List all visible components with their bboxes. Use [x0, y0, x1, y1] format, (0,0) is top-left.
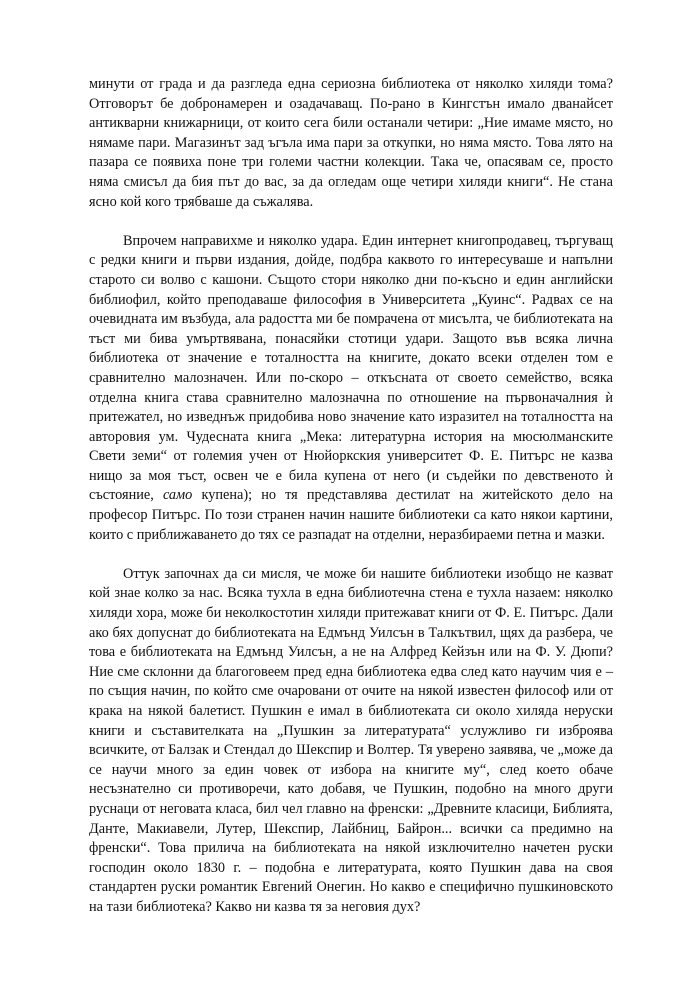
paragraph-1: минути от града и да разгледа една сериозна библиотека от няколко хиляди тома? Отговорът бе добронамерен и озадачаващ. По-рано в Кингстън имало дванайсет антикварни книжарници, от които сега били останали четири: „Ние имаме място, но нямаме пари. Магазинът зад ъгъла има пари за откупки, но няма място. Това лято на пазара се появиха поне три големи частни колекции. Така че, опасявам се, просто няма смисъл да бия път до вас, за да огледам още четири хиляди книги“. Не стана ясно кой кого трябваше да съжалява.: [89, 76, 613, 210]
paragraph-3: Оттук започнах да си мисля, че може би нашите библиотеки изобщо не казват кой знае колко за нас. Всяка тухла в една библиотечна стена е тухла назаем: няколко хиляди хора, може би неколкостотин хиляди притежават книги от Ф. Е. Питърс. Дали ако бях допуснат до библиотеката на Едмънд Уилсън в Талкътвил, щях да разбера, че това е библиотеката на Едмънд Уилсън, а не на Алфред Кейзън или на Ф. У. Дюпи? Ние сме склонни да благоговеем пред една библиотека едва след като научим чия е – по същия начин, по който сме очаровани от очите на някой известен философ или от крака на някой балетист. Пушкин е имал в библиотеката си около хиляда неруски книги и съставителката на „Пушкин за литературата“ услужливо ги изброява всичките, от Балзак и Стендал до Шекспир и Волтер. Тя уверено заявява, че „може да се научи много за един човек от избора на книгите му“, след което обаче несъзнателно си противоречи, като добавя, че Пушкин, подобно на много други руснаци от неговата класа, бил чел главно на френски: „Древните класици, Библията, Данте, Макиавели, Лутер, Шекспир, Лайбниц, Байрон... всички са предимно на френски“. Това прилича на библиотеката на някой изключително начетен руски господин около 1830 г. – подобна е литературата, която Пушкин дава на своя стандартен руски романтик Евгений Онегин. Но какво е специфично пушкиновското на тази библиотека? Какво ни казва тя за неговия дух?: [89, 565, 613, 915]
text-column: [89, 75, 613, 937]
paragraph-2: [89, 232, 613, 546]
paragraph-2-text-before: Впрочем направихме и няколко удара. Един интернет книгопродавец, търгуващ с редки книги и първи издания, дойде, подбра каквото го интересуваше и напълни старото си волво с кашони. Същото стори няколко дни по-късно и един английски библиофил, който преподаваше философия в Университета „Куинс“. Радвах се на очевидната им възбуда, ала радостта ми бе помрачена от мисълта, че библиотеката на тъст ми бива умъртвявана, понасяйки стотици удари. Защото във всяка лична библиотека от значение е тоталността на книгите, докато всеки отделен том е сравнително малозначен. Или по-скоро – откъсната от своето семейство, всяка отделна книга става сравнително малозначна по отношение на първоначалния ѝ притежател, но изведнъж придобива ново значение като изразител на тоталността на авторовия ум. Чудесната книга „Мека: литературна история на мюсюлманските Свети земи“ от големия учен от Нюйоркския университет Ф. Е. Питърс не казва нищо за моя тъст, освен че е била купена от него (и съдейки по девственото ѝ състояние,: [89, 232, 613, 504]
paragraph-2-emphasis: само: [162, 487, 193, 504]
paragraph-2-text-after: купена); но тя представлява дестилат на житейското дело на професор Питърс. По този странен начин нашите библиотеки са като някои картини, които с приближаването до тях се разпадат на отделни, неразбираеми петна и мазки.: [89, 487, 613, 543]
